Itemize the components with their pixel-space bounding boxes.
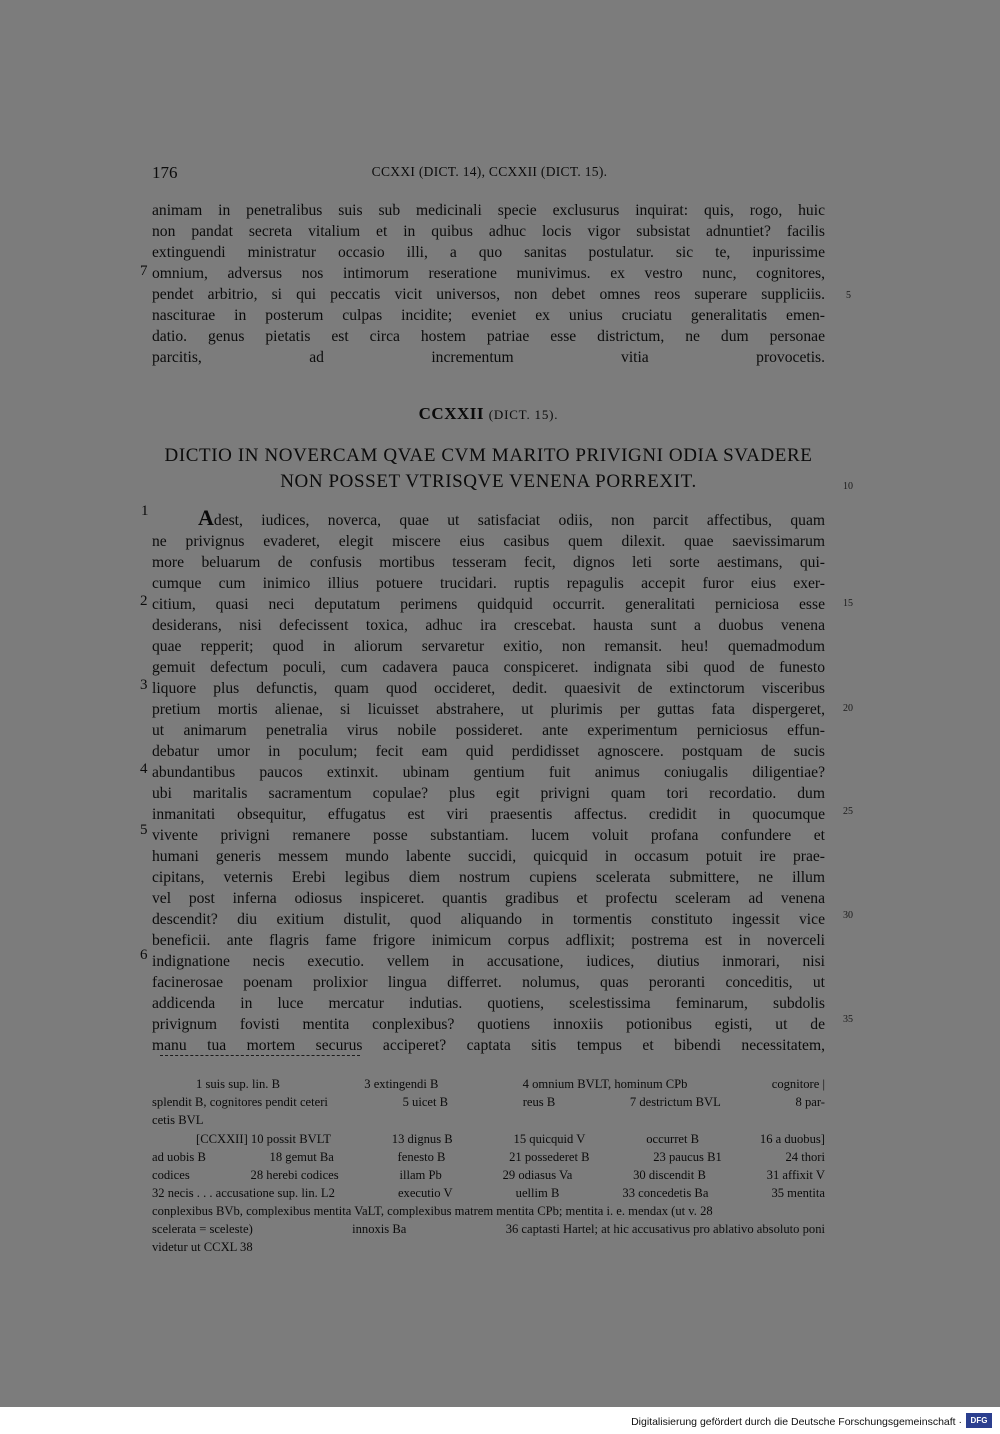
apparatus-entry: 32 necis . . . accusatione sup. lin. L2 [152,1186,335,1200]
apparatus-entry: 4 omnium BVLT, hominum CPb [522,1077,688,1091]
text-line: indignatione necis executio. vellem in accusatione, iudices, diutius inmorari, nisi [152,953,825,970]
chapter-mark: 4 [140,761,148,777]
apparatus-line [152,1220,825,1238]
apparatus-entry: 23 paucus B1 [653,1150,722,1164]
apparatus-entry: [CCXXII] 10 possit BVLT [196,1132,331,1146]
apparatus-entry: 36 captasti Hartel; at hic accusativus pro ablativo absoluto poni [505,1222,825,1236]
apparatus-entry: splendit B, cognitores pendit ceteri [152,1095,328,1109]
apparatus-entry: occurret B [646,1132,700,1146]
line-mark: 25 [843,806,853,817]
apparatus-entry: executio V [397,1186,453,1200]
apparatus-entry: 13 dignus B [391,1132,453,1146]
apparatus-entry: 28 herebi codices [250,1168,339,1182]
apparatus-entry: scelerata = sceleste) [152,1222,253,1236]
apparatus-entry: 35 mentita [771,1186,825,1200]
apparatus-entry: 7 destrictum BVL [629,1095,721,1109]
text-line: addicenda in luce mercatur indutias. quotiens, scelestissima feminarum, subdolis [152,995,825,1012]
apparatus-entry: cetis BVL [152,1113,204,1127]
text-line: ubi maritalis sacramentum copulae? plus egit privigni quam tori recordatio. dum [152,785,825,802]
text-line: inmanitati obsequitur, effugatus est viri praesentis affectus. credidit in quocumque [152,806,825,823]
text-line: pendet arbitrio, si qui peccatis vicit universos, non debet omnes reos superare suppliciis. [152,286,825,303]
apparatus-line [152,1202,825,1220]
chapter-mark: 2 [140,593,148,609]
previous-chapter-text [152,200,825,368]
drop-capital: A [198,505,214,530]
footnote-rule [160,1055,360,1056]
apparatus-line [152,1184,825,1202]
title-line: DICTIO IN NOVERCAM QVAE CVM MARITO PRIVIGNI ODIA SVADERE [164,445,813,466]
running-head [152,163,827,183]
apparatus-entry: ad uobis B [152,1150,206,1164]
text-line: privignum fovisti mentita conplexibus? quotiens innoxiis potionibus egisti, ut de [152,1016,825,1033]
text-line: citium, quasi neci deputatum perimens quidquid occurrit. generalitati perniciosa esse [152,596,825,613]
apparatus-entry: innoxis Ba [352,1222,407,1236]
apparatus-entry: 30 discendit B [633,1168,706,1182]
apparatus-line [152,1238,825,1256]
text-line: liquore plus defunctis, quam quod occideret, dedit. quaesivit de extinctorum visceribus [152,680,825,697]
chapter-mark: 5 [140,822,148,838]
apparatus-entry: 24 thori [785,1150,825,1164]
text-line: ne privignus evaderet, elegit miscere eius casibus quem dilexit. quae saevissimarum [152,533,825,550]
text-line: cipitans, veternis Erebi legibus diem nostrum cupiens scelerata submittere, ne illum [152,869,825,886]
apparatus-entry: fenesto B [397,1150,446,1164]
text-line: debatur umor in poculum; fecit eam quid perdidisset agnoscere. postquam de sucis [152,743,825,760]
chapter-mark: 3 [140,677,148,693]
text-line: humani generis messem mundo labente succidi, quicquid in occasum potuit ire prae- [152,848,825,865]
apparatus-entry: 1 suis sup. lin. B [196,1077,280,1091]
apparatus-line [152,1130,825,1148]
text-line: abundantibus paucos extinxit. ubinam gentium fuit animus coniugalis diligentiae? [152,764,825,781]
apparatus-line [152,1111,825,1129]
text-line: descendit? diu exitium distulit, quod aliquando in tormentis constituto ingessit vice [152,911,825,928]
line-mark: 5 [846,290,851,301]
section-number: CCXXII [418,404,484,423]
text-line: datio. genus pietatis est circa hostem patriae esse districtum, ne dum personae [152,328,825,345]
text-line: omnium, adversus nos intimorum reseratione munivimus. ex vestro nunc, cognitores, [152,265,825,282]
section-dict: (DICT. 15). [488,407,559,422]
main-text [152,507,825,1056]
apparatus-line [152,1148,825,1166]
text-line-first [152,507,825,531]
dfg-logo[interactable]: DFG [966,1413,992,1428]
apparatus-entry: reus B [522,1095,556,1109]
apparatus-entry: 21 possederet B [509,1150,590,1164]
apparatus-entry: 8 par- [795,1095,825,1109]
text-line: quae repperit; quod in aliorum servaretur exitio, non remansit. heu! quemadmodum [152,638,825,655]
text-line: cumque cum inimico illius potuere trucidari. ruptis repagulis accepit furor eius exer- [152,575,825,592]
text-line: vivente privigni remanere posse substantiam. lucem voluit profana confundere et [152,827,825,844]
text-line: gemuit defectum poculi, cum cadavera pauca conspiceret. indignata sibi quod de funesto [152,659,825,676]
chapter-mark: 6 [140,947,148,963]
line-mark: 35 [843,1014,853,1025]
apparatus-line [152,1075,825,1093]
apparatus-line [152,1093,825,1111]
line-mark: 15 [843,598,853,609]
chapter-mark: 7 [140,263,148,279]
text-line: nasciturae in posterum culpas incidite; eveniet ex unius cruciatu generalitatis emen- [152,307,825,324]
apparatus-entry: cognitore | [771,1077,825,1091]
apparatus-entry: uellim B [515,1186,560,1200]
apparatus-entry: videtur ut CCXL 38 [152,1240,253,1254]
apparatus-line [152,1166,825,1184]
apparatus-entry: 15 quicquid V [513,1132,586,1146]
line-mark: 30 [843,910,853,921]
text-line: beneficii. ante flagris fame frigore inimicum corpus adflixit; postrema est in noverceli [152,932,825,949]
funding-credit: Digitalisierung gefördert durch die Deutsche Forschungsgemeinschaft · [631,1416,962,1428]
text-line: desiderans, nisi defecissent toxica, adhuc ira crescebat. hausta sunt a duobus venena [152,617,825,634]
apparatus-entry: 16 a duobus] [759,1132,825,1146]
text-line: pretium mortis alienae, si licuisset abstrahere, ut plurimis per guttas fata dispergeret, [152,701,825,718]
chapter-title [152,443,825,495]
apparatus-entry: 5 uicet B [402,1095,449,1109]
apparatus-entry: 31 affixit V [766,1168,825,1182]
section-heading [152,404,825,424]
text-line: animam in penetralibus suis sub medicinali specie exclusurus inquirat: quis, rogo, huic [152,202,825,219]
title-line: NON POSSET VTRISQVE VENENA PORREXIT. [280,471,697,492]
text-line: parcitis, ad incrementum vitia provocetis. [152,349,825,366]
text-line: ut animarum penetralia virus nobile possideret. ante experimentum perniciosus effun- [152,722,825,739]
text-line: manu tua mortem securus acciperet? captata sitis tempus et bibendi necessitatem, [152,1037,825,1054]
apparatus-block-2 [152,1130,825,1256]
text-line: facinerosae poenam prolixior lingua differret. nolumus, quas peroranti conceditis, ut [152,974,825,991]
apparatus-entry: 29 odiasus Va [502,1168,573,1182]
text-line: extinguendi ministratur occasio illi, a quo sanitas postulatur. sic te, inpurissime [152,244,825,261]
text-line: non pandat secreta vitalium et in quibus adhuc locis vigor subsistat adnuntiet? facilis [152,223,825,240]
text-line: more beluarum de confusis mortibus tesseram fecit, dignos leti sorte aestimans, qui- [152,554,825,571]
first-line-rest: dest, iudices, noverca, quae ut satisfaciat odiis, non parcit affectibus, quam [213,512,825,529]
text-line: vel post inferna odiosus inspiceret. quantis gradibus et profectu sceleram ad venena [152,890,825,907]
apparatus-block-1 [152,1075,825,1129]
line-mark: 10 [843,481,853,492]
running-head-title: CCXXI (DICT. 14), CCXXII (DICT. 15). [371,164,608,179]
apparatus-entry: 33 concedetis Ba [622,1186,709,1200]
chapter-mark: 1 [141,503,149,519]
apparatus-entry: 3 extingendi B [364,1077,439,1091]
apparatus-entry: 18 gemut Ba [269,1150,334,1164]
line-mark: 20 [843,703,853,714]
apparatus-entry: illam Pb [399,1168,442,1182]
apparatus-entry: conplexibus BVb, complexibus mentita VaLT, complexibus matrem mentita CPb; mentita i. e. mendax (ut v. 28 [152,1204,713,1218]
page-number: 176 [152,163,178,182]
apparatus-entry: codices [152,1168,190,1182]
